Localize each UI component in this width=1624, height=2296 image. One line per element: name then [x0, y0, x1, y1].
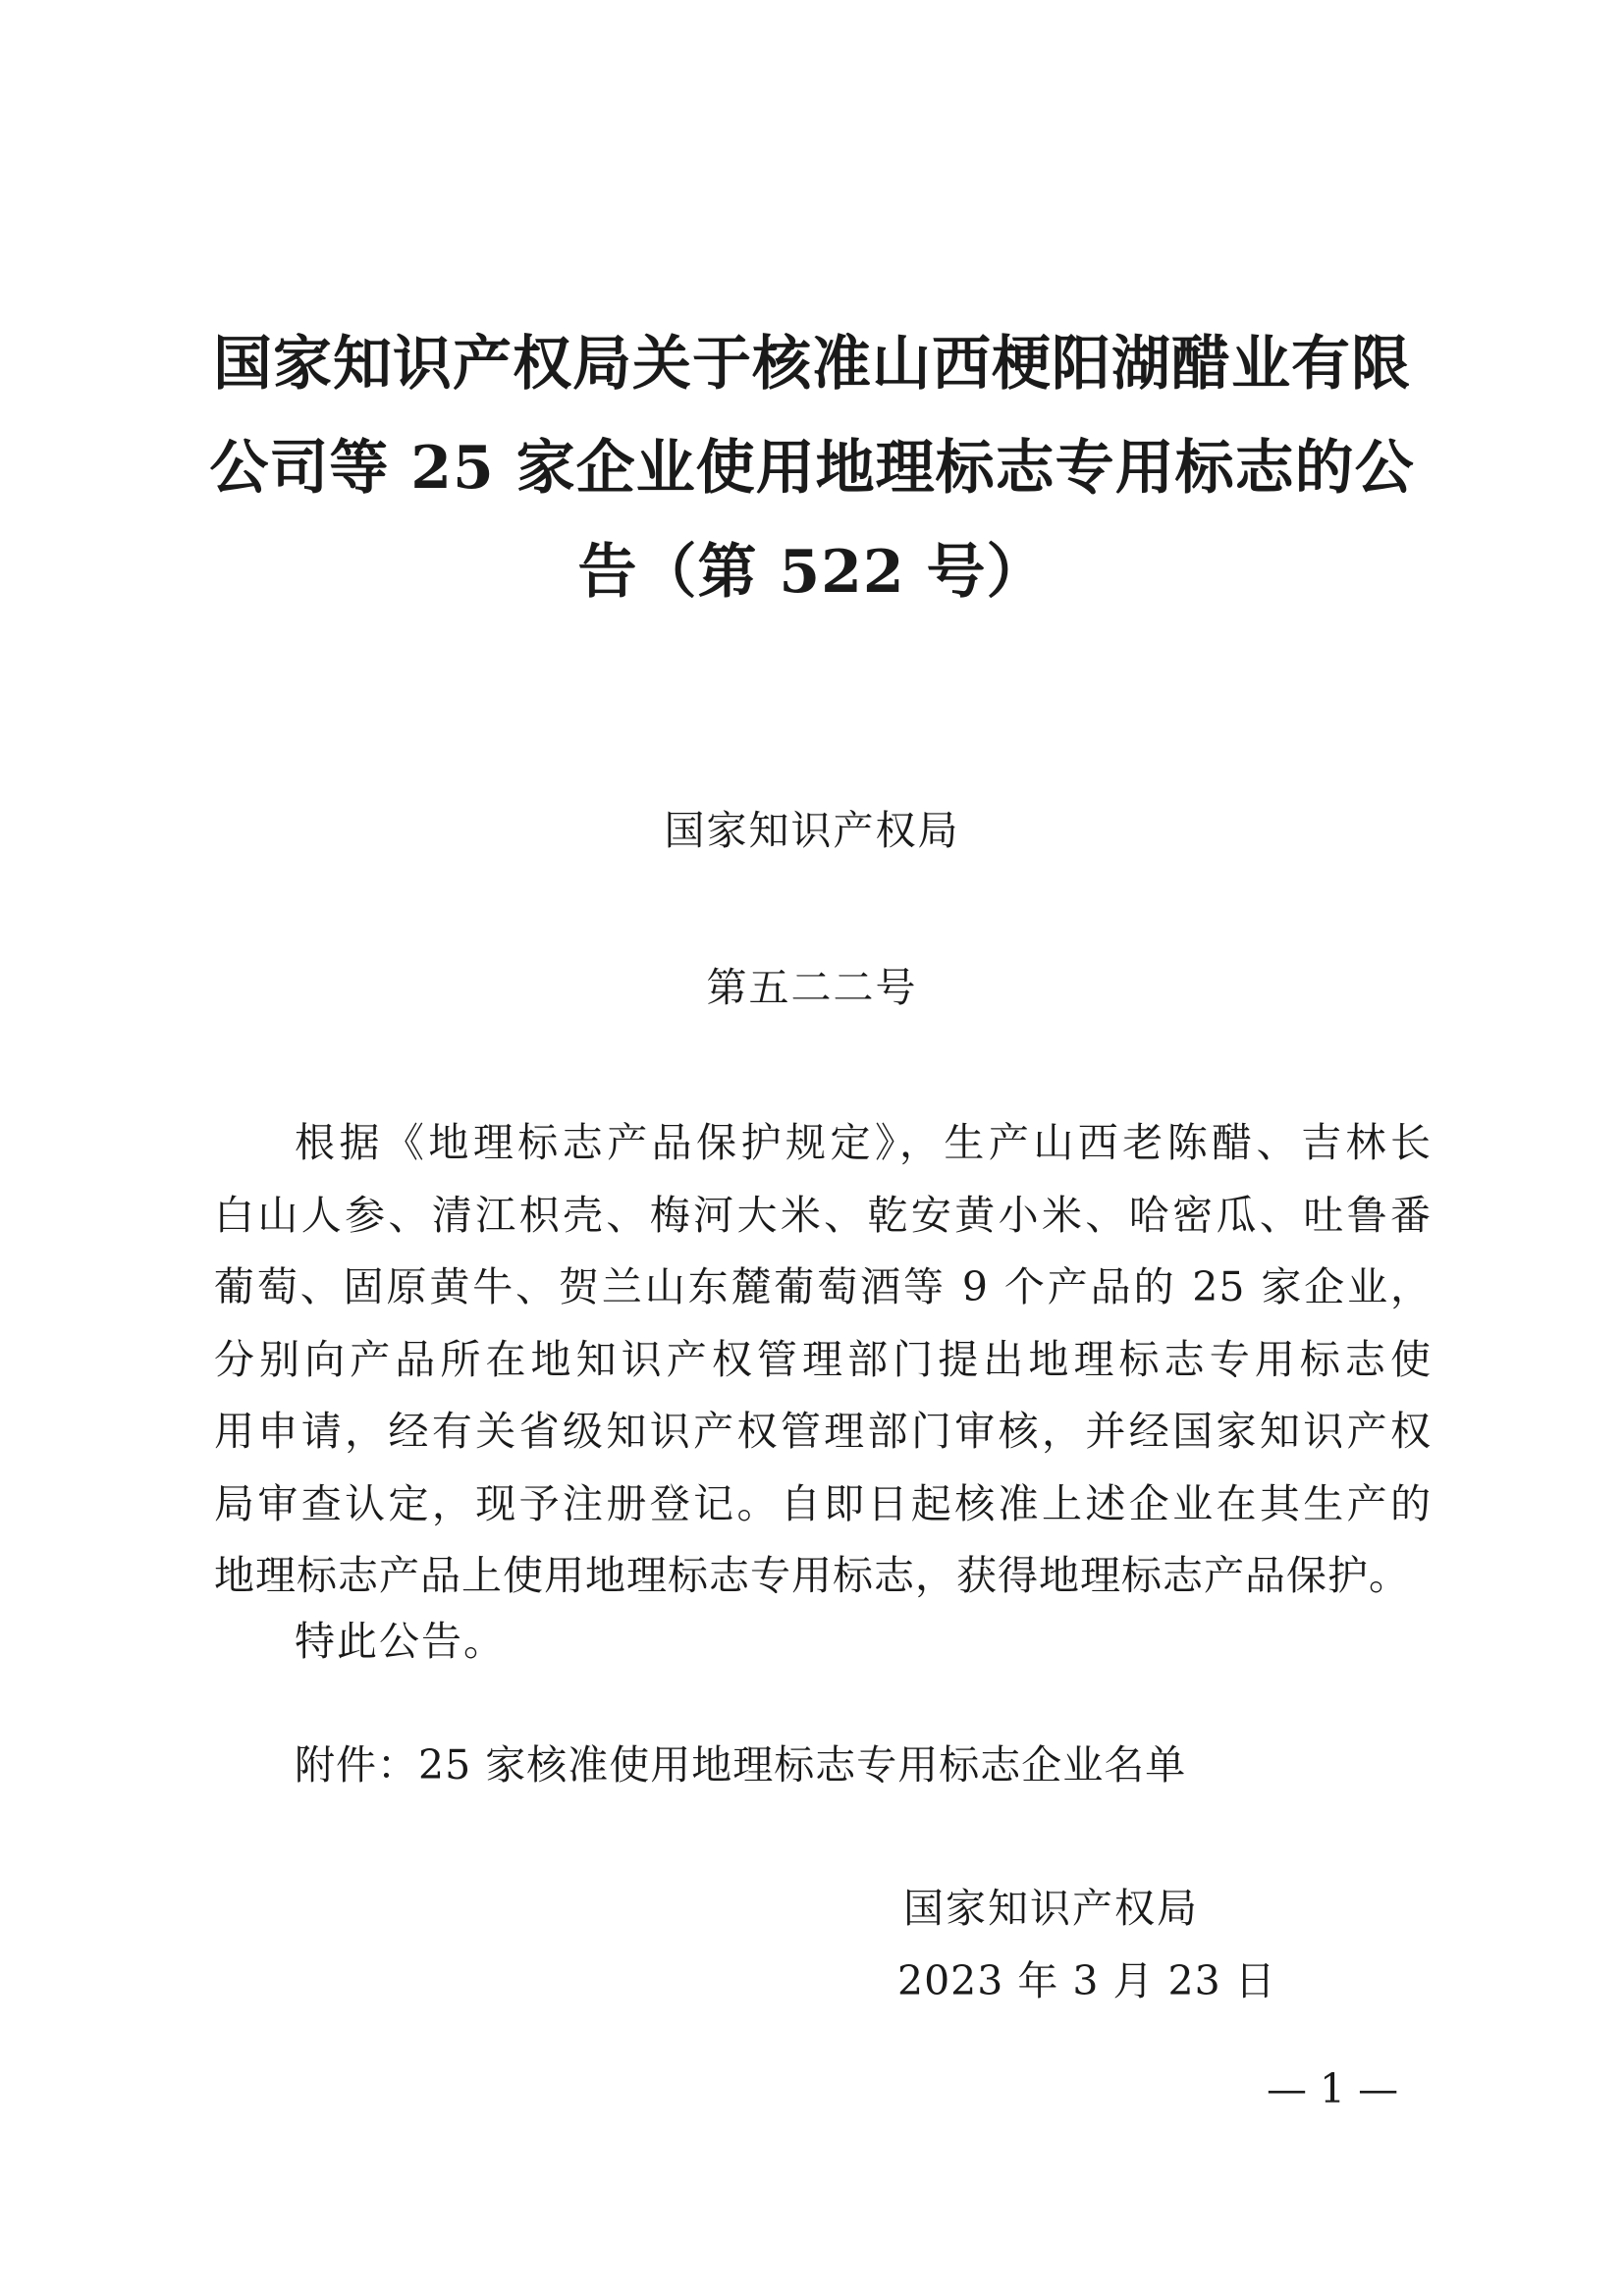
body-paragraph [214, 1107, 1432, 1613]
body-line: 白山人参、清江枳壳、梅河大米、乾安黄小米、哈密瓜、吐鲁番 [214, 1191, 1432, 1239]
title-line: 公司等 25 家企业使用地理标志专用标志的公 [209, 434, 1415, 503]
title-line: 告（第 522 号） [577, 538, 1047, 607]
signature-issuer: 国家知识产权局 [903, 1885, 1199, 1932]
closing-statement: 特此公告。 [295, 1618, 506, 1665]
body-line: 局审查认定，现予注册登记。自即日起核准上述企业在其生产的 [214, 1479, 1432, 1527]
document-number: 第五二二号 [706, 964, 918, 1011]
issuer-name: 国家知识产权局 [664, 807, 960, 854]
body-line: 根据《地理标志产品保护规定》，生产山西老陈醋、吉林长 [295, 1119, 1432, 1166]
body-line: 葡萄、固原黄牛、贺兰山东麓葡萄酒等 9 个产品的 25 家企业， [214, 1263, 1432, 1310]
body-line: 地理标志产品上使用地理标志专用标志，获得地理标志产品保护。 [214, 1552, 1410, 1599]
attachment-note: 附件：25 家核准使用地理标志专用标志企业名单 [295, 1741, 1187, 1789]
page-number: — 1 — [1267, 2065, 1399, 2112]
title-line: 国家知识产权局关于核准山西梗阳湖醋业有限 [213, 330, 1411, 399]
body-line: 分别向产品所在地知识产权管理部门提出地理标志专用标志使 [214, 1335, 1432, 1383]
issue-date: 2023 年 3 月 23 日 [897, 1957, 1276, 2004]
document-title [196, 312, 1428, 624]
body-line: 用申请，经有关省级知识产权管理部门审核，并经国家知识产权 [214, 1408, 1432, 1455]
